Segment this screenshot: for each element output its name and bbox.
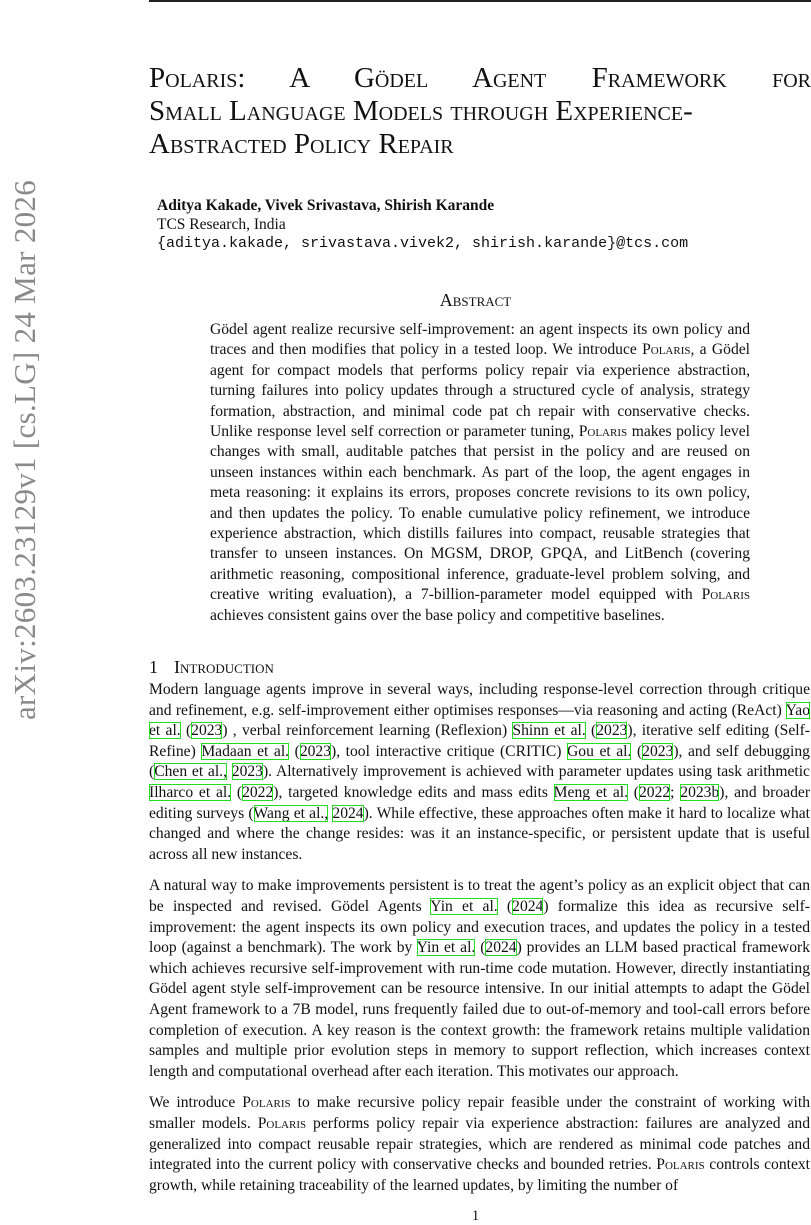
text-run: to make recursive policy repair feasible under the constraint of working with smaller models. <box>149 1094 810 1132</box>
main-flow <box>0 288 811 1225</box>
text-run: ( <box>497 898 513 916</box>
citation-link[interactable]: Wang et al., <box>253 804 329 822</box>
system-name: Polaris <box>642 341 691 359</box>
citation-link[interactable]: Ilharco et al. <box>149 784 232 802</box>
citation-link[interactable]: Chen et al., <box>154 763 227 781</box>
text-run: ( <box>231 784 243 802</box>
title-line: Small Language Models through Experience- <box>149 95 693 127</box>
title-line: Polaris: A Gödel Agent Framework for <box>149 62 811 94</box>
page-number: 1 <box>471 1208 480 1225</box>
text-run: achieves consistent gains over the base policy and competitive baselines. <box>210 606 665 624</box>
paragraph <box>149 680 810 865</box>
section-heading <box>149 656 811 678</box>
citation-link[interactable]: 2022 <box>638 784 671 802</box>
text-run: ; <box>670 784 681 802</box>
text-run: controls context growth, while retaining traceability of the learned updates, by limiting the number of <box>149 1156 810 1194</box>
citation-link[interactable]: 2024 <box>332 804 364 822</box>
citation-link[interactable]: Gou et al. <box>567 742 632 760</box>
text-run: ) formalize this idea as recursive self-improvement: the agent inspects its own policy and execution traces, and updates the policy in a tested loop (against a benchmark). The work by <box>149 898 811 957</box>
citation-link[interactable]: Meng et al. <box>553 784 628 802</box>
paragraph <box>149 1093 810 1196</box>
text-run: We introduce <box>149 1094 243 1112</box>
citation-link[interactable]: 2023 <box>231 763 263 781</box>
text-run: ( <box>585 722 597 740</box>
paper-title <box>149 62 811 161</box>
citation-link[interactable]: Shinn et al. <box>512 722 586 740</box>
citation-link[interactable]: 2024 <box>512 898 544 916</box>
title-line: Abstracted Policy Repair <box>149 128 454 160</box>
citation-link[interactable]: 2024 <box>485 939 517 957</box>
text-run: A natural way to make improvements persistent is to treat the agent’s policy as an explicit object that can be inspected and revised. Gödel Agents <box>149 877 810 916</box>
text-run: ), tool interactive critique (CRITIC) <box>331 742 568 760</box>
abstract-text <box>210 320 750 626</box>
text-run: ( <box>289 742 300 760</box>
citation-link[interactable]: 2023 <box>191 722 223 740</box>
section-title: Introduction <box>174 657 274 678</box>
abstract-heading: Abstract <box>439 290 512 310</box>
text-run: ). Alternatively improvement is achieved with parameter updates using task arithmetic <box>262 763 810 781</box>
system-name: Polaris <box>242 1094 291 1112</box>
citation-link[interactable]: 2023 <box>642 742 674 760</box>
text-run: ( <box>475 939 486 957</box>
text-run: ). While effective, these approaches often make it hard to localize what changed and where the change resides: was it an instance-specific, or persistent update that is useful across all new instances. <box>149 804 811 863</box>
system-name: Polaris <box>578 423 628 441</box>
citation-link[interactable]: 2023b <box>680 784 720 802</box>
text-run: , a Gödel agent for compact models that performs policy repair via experience abstraction, turning failures into policy updates through a structured cycle of analysis, strategy formation, abstraction, and minimal code pat ch repair with conservative checks. Unlike response level self correction or parameter tuning, <box>210 341 750 441</box>
text-run: Gödel agent realize recursive self-improvement: an agent inspects its own policy and traces and then modifies that policy in a tested loop. We introduce <box>210 321 750 359</box>
paragraph <box>149 876 810 1082</box>
system-name: Polaris <box>701 586 750 604</box>
text-run: ( <box>631 742 643 760</box>
author-names: Aditya Kakade, Vivek Srivastava, Shirish Karande <box>157 197 495 214</box>
citation-link[interactable]: Yin et al. <box>416 939 476 957</box>
text-run: ), iterative self editing (Self-Refine) <box>149 722 810 760</box>
citation-link[interactable]: 2023 <box>299 742 331 760</box>
text-run: makes policy level changes with small, auditable patches that persist in the policy and are reused on unseen instances within each benchmark. As part of the loop, the agent engages in meta reasoning: it explains its errors, proposes concrete revisions to its own policy, and then updates the policy. To enable cumulative policy refinement, we introduce experience abstraction, which distills failures into compact, reusable strategies that transfer to unseen instances. On MGSM, DROP, GPQA, and LitBench (covering arithmetic reasoning, compositional inference, graduate-level problem solving, and creative writing evaluation), a 7-billion-parameter model equipped with <box>210 423 750 604</box>
text-run: performs policy repair via experience abstraction: failures are analyzed and generalized into compact reusable repair strategies, which are rendered as minimal code patches and integrated into the current policy with conservative checks and bounded retries. <box>149 1114 811 1174</box>
text-run: ), and broader editing surveys ( <box>149 784 811 822</box>
system-name: Polaris <box>656 1156 705 1174</box>
section-number: 1 <box>149 657 158 678</box>
citation-link[interactable]: 2023 <box>596 722 628 740</box>
citation-link[interactable]: Madaan et al. <box>201 742 290 760</box>
citation-link[interactable]: 2022 <box>242 784 274 802</box>
author-block <box>157 196 688 253</box>
text-run: ), and self debugging ( <box>149 742 810 781</box>
citation-link[interactable]: Yin et al. <box>430 898 498 916</box>
text-run: Modern language agents improve in several ways, including response-level correction through critique and refinement, e.g. self-improvement either optimises responses—via reasoning and acting (ReAct) <box>149 681 810 719</box>
affiliation: TCS Research, India <box>157 216 286 233</box>
text-run: ) , verbal reinforcement learning (Reflexion) <box>222 722 513 740</box>
arxiv-stamp: arXiv:2603.23129v1 [cs.LG] 24 Mar 2026 <box>7 179 42 720</box>
text-run: ) provides an LLM based practical framework which achieves recursive self-improvement with run-time code mutation. However, directly instantiating Gödel agent style self-improvement can be resource intensive. In our initial attempts to adapt the Gödel Agent framework to a 7B model, runs frequently failed due to out-of-memory and tool-call errors before completion of execution. A key reason is the context growth: the framework retains multiple validation samples and multiple prior evolution steps in memory to support reflection, which increases context length and computational overhead after each iteration. This motivates our approach. <box>149 939 810 1080</box>
citation-link[interactable]: Yao et al. <box>149 701 810 740</box>
text-run: ), targeted knowledge edits and mass edits <box>273 784 554 802</box>
text-run: ( <box>180 722 192 740</box>
system-name: Polaris <box>257 1114 307 1132</box>
author-emails: {aditya.kakade, srivastava.vivek2, shirish.karande}@tcs.com <box>157 235 689 252</box>
top-rule <box>149 0 811 2</box>
text-run: ( <box>628 784 639 802</box>
introduction-body <box>149 680 810 1196</box>
